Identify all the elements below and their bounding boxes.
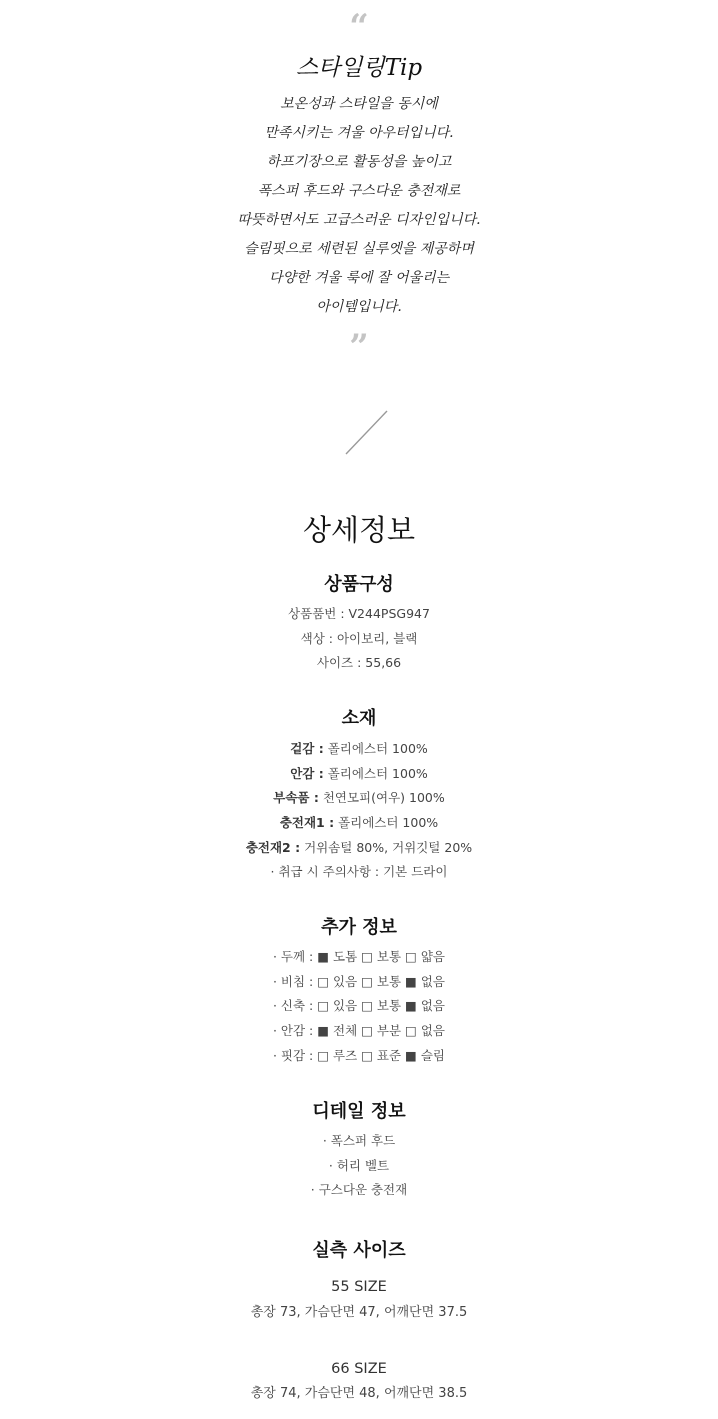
material-list (0, 737, 718, 885)
composition-line: 사이즈 : 55,66 (316, 655, 402, 671)
size-name: 55 SIZE (331, 1279, 387, 1295)
detail-info-title: 상세정보 (302, 513, 416, 547)
open-quote-icon: “ (349, 12, 369, 42)
feature-line: · 폭스퍼 후드 (322, 1133, 396, 1148)
material-value: 폴리에스터 100% (323, 765, 428, 781)
material-value: 폴리에스터 100% (323, 741, 428, 756)
sheerness-line: · 비침 : □ 있음 □ 보통 ■ 없음 (272, 973, 445, 989)
material-key: 부속품 : (273, 790, 319, 806)
tip-line: 아이템입니다. (316, 299, 402, 315)
material-value: 폴리에스터 100% (334, 815, 439, 831)
detail-features-title: 디테일 정보 (312, 1101, 406, 1122)
tip-line: 따뜻하면서도 고급스러운 디자인입니다. (237, 212, 481, 228)
material-key: 충전재2 : (245, 839, 301, 855)
feature-line: · 허리 벨트 (328, 1157, 390, 1173)
composition-line: 상품품번 : V244PSG947 (288, 606, 430, 621)
care-instructions-line (0, 860, 718, 885)
extra-info-title: 추가 정보 (321, 917, 397, 938)
size-name: 66 SIZE (331, 1361, 387, 1377)
material-value: 천연모피(여우) 100% (318, 790, 445, 806)
tip-line: 보온성과 스타일을 동시에 (280, 96, 438, 112)
detail-features-list (0, 1129, 718, 1203)
tip-line: 만족시키는 겨울 아우터입니다. (264, 125, 454, 141)
composition-title: 상품구성 (324, 574, 394, 595)
tip-line: 하프기장으로 활동성을 높이고 (266, 154, 452, 170)
fit-line: · 핏감 : □ 루즈 □ 표준 ■ 슬림 (272, 1047, 445, 1063)
material-line (0, 762, 718, 787)
material-line (0, 737, 718, 762)
tip-line: 다양한 겨울 룩에 잘 어울리는 (268, 270, 450, 286)
composition-list (0, 602, 718, 676)
styling-tip-title: 스타일링Tip (295, 55, 423, 81)
material-title: 소재 (341, 708, 377, 729)
material-key: 겉감 : (290, 741, 324, 756)
material-line (0, 786, 718, 811)
styling-tip-text (0, 90, 718, 322)
slash-divider-icon (343, 408, 391, 458)
measured-size-title: 실측 사이즈 (312, 1240, 406, 1261)
close-quote-icon: ” (349, 332, 369, 362)
tip-line: 폭스퍼 후드와 구스다운 충전재로 (257, 183, 461, 199)
extra-info-list (0, 945, 718, 1068)
thickness-line: · 두께 : ■ 도톰 □ 보통 □ 얇음 (272, 949, 445, 964)
tip-line: 슬림핏으로 세련된 실루엣을 제공하며 (244, 241, 474, 257)
composition-line: 색상 : 아이보리, 블랙 (300, 630, 418, 646)
material-line (0, 836, 718, 861)
material-key: 안감 : (290, 765, 324, 781)
care-instructions-text: · 취급 시 주의사항 : 기본 드라이 (270, 864, 448, 880)
lining-line: · 안감 : ■ 전체 □ 부분 □ 없음 (272, 1023, 445, 1039)
material-value: 거위솜털 80%, 거위깃털 20% (300, 839, 473, 855)
size-measurements: 총장 74, 가슴단면 48, 어깨단면 38.5 (250, 1386, 468, 1401)
stretch-line: · 신축 : □ 있음 □ 보통 ■ 없음 (272, 998, 445, 1014)
feature-line: · 구스다운 충전재 (310, 1182, 408, 1198)
material-key: 충전재1 : (279, 815, 335, 831)
size-measurements: 총장 73, 가슴단면 47, 어깨단면 37.5 (250, 1305, 468, 1320)
material-line (0, 811, 718, 836)
